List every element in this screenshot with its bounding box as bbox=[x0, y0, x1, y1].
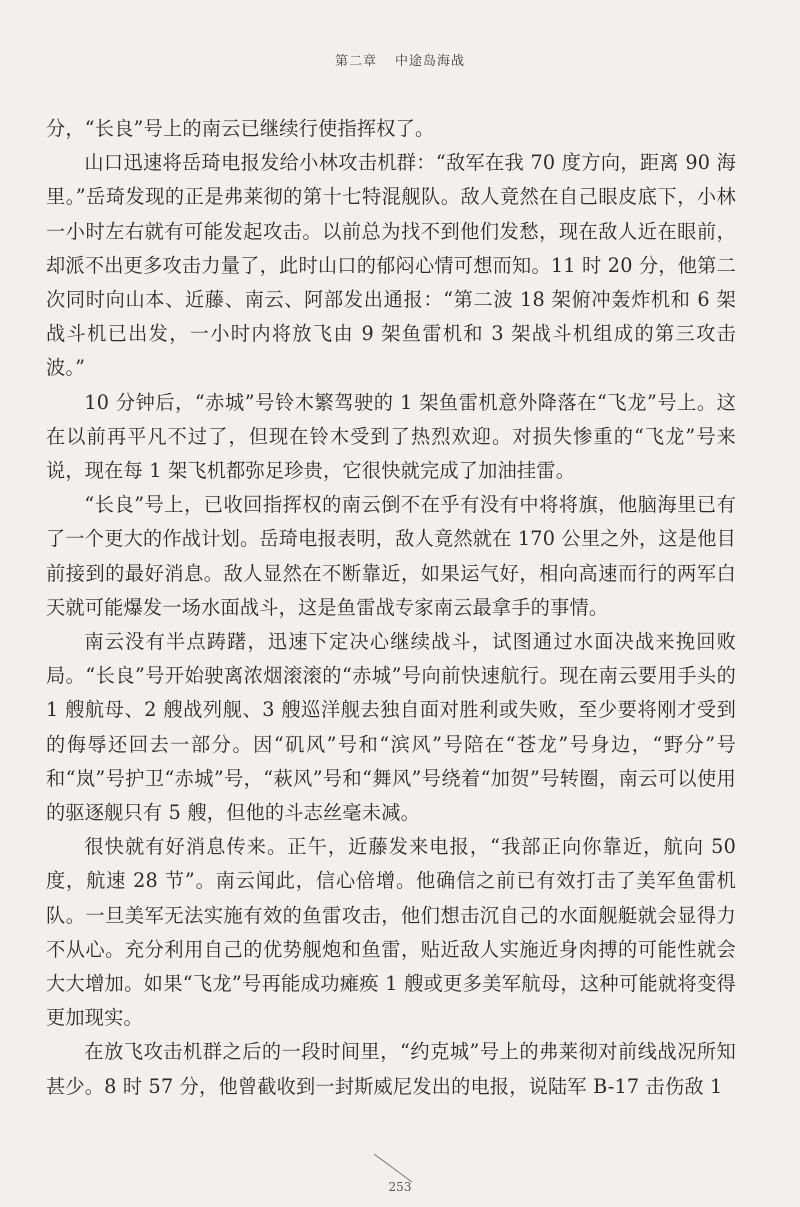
paragraph-3: 10 分钟后，“赤城”号铃木繁驾驶的 1 架鱼雷机意外降落在“飞龙”号上。这在以前再平凡不过了，但现在铃木受到了热烈欢迎。对损失惨重的“飞龙”号来说，现在每 1 架飞机都弥足珍贵，它很快就完成了加油挂雷。 bbox=[46, 390, 736, 483]
body-text bbox=[46, 112, 736, 1104]
paragraph-2: 山口迅速将岳琦电报发给小林攻击机群：“敌军在我 70 度方向，距离 90 海里。”岳琦发现的正是弗莱彻的第十七特混舰队。敌人竟然在自己眼皮底下，小林一小时左右就有可能发起攻击。以前总为找不到他们发愁，现在敌人近在眼前，却派不出更多攻击力量了，此时山口的郁闷心情可想而知。11 时 20 分，他第二次同时向山本、近藤、南云、阿部发出通报：“第二波 18 架俯冲轰炸机和 6 架战斗机已出发，一小时内将放飞由 9 架鱼雷机和 3 架战斗机组成的第三攻击波。” bbox=[46, 151, 736, 380]
paragraph-6: 很快就有好消息传来。正午，近藤发来电报，“我部正向你靠近，航向 50 度，航速 28 节”。南云闻此，信心倍增。他确信之前已有效打击了美军鱼雷机队。一旦美军无法实施有效的鱼雷攻击，他们想击沉自己的水面舰艇就会显得力不从心。充分利用自己的优势舰炮和鱼雷，贴近敌人实施近身肉搏的可能性就会大大增加。如果“飞龙”号再能成功瘫痪 1 艘或更多美军航母，这种可能就将变得更加现实。 bbox=[46, 835, 736, 1030]
paragraph-5: 南云没有半点踌躇，迅速下定决心继续战斗，试图通过水面决战来挽回败局。“长良”号开始驶离浓烟滚滚的“赤城”号向前快速航行。现在南云要用手头的 1 艘航母、2 艘战列舰、3 艘巡洋舰去独自面对胜利或失败，至少要将刚才受到的侮辱还回去一部分。因“矶风”号和“滨风”号陪在“苍龙”号身边，“野分”号和“岚”号护卫“赤城”号，“萩风”号和“舞风”号绕着“加贺”号转圈，南云可以使用的驱逐舰只有 5 艘，但他的斗志丝毫未减。 bbox=[46, 630, 736, 825]
paragraph-4: “长良”号上，已收回指挥权的南云倒不在乎有没有中将将旗，他脑海里已有了一个更大的作战计划。岳琦电报表明，敌人竟然就在 170 公里之外，这是他目前接到的最好消息。敌人显然在不断靠近，如果运气好，相向高速而行的两军白天就可能爆发一场水面战斗，这是鱼雷战专家南云最拿手的事情。 bbox=[46, 493, 736, 619]
paragraph-7: 在放飞攻击机群之后的一段时间里，“约克城”号上的弗莱彻对前线战况所知甚少。8 时 57 分，他曾截收到一封斯威尼发出的电报，说陆军 B-17 击伤敌 1 bbox=[46, 1040, 736, 1098]
paragraph-1: 分，“长良”号上的南云已继续行使指挥权了。 bbox=[46, 117, 435, 140]
page-number: 253 bbox=[388, 1180, 412, 1194]
chapter-label: 第二章 bbox=[334, 54, 377, 69]
running-header bbox=[0, 50, 800, 69]
chapter-title: 中途岛海战 bbox=[395, 54, 466, 69]
